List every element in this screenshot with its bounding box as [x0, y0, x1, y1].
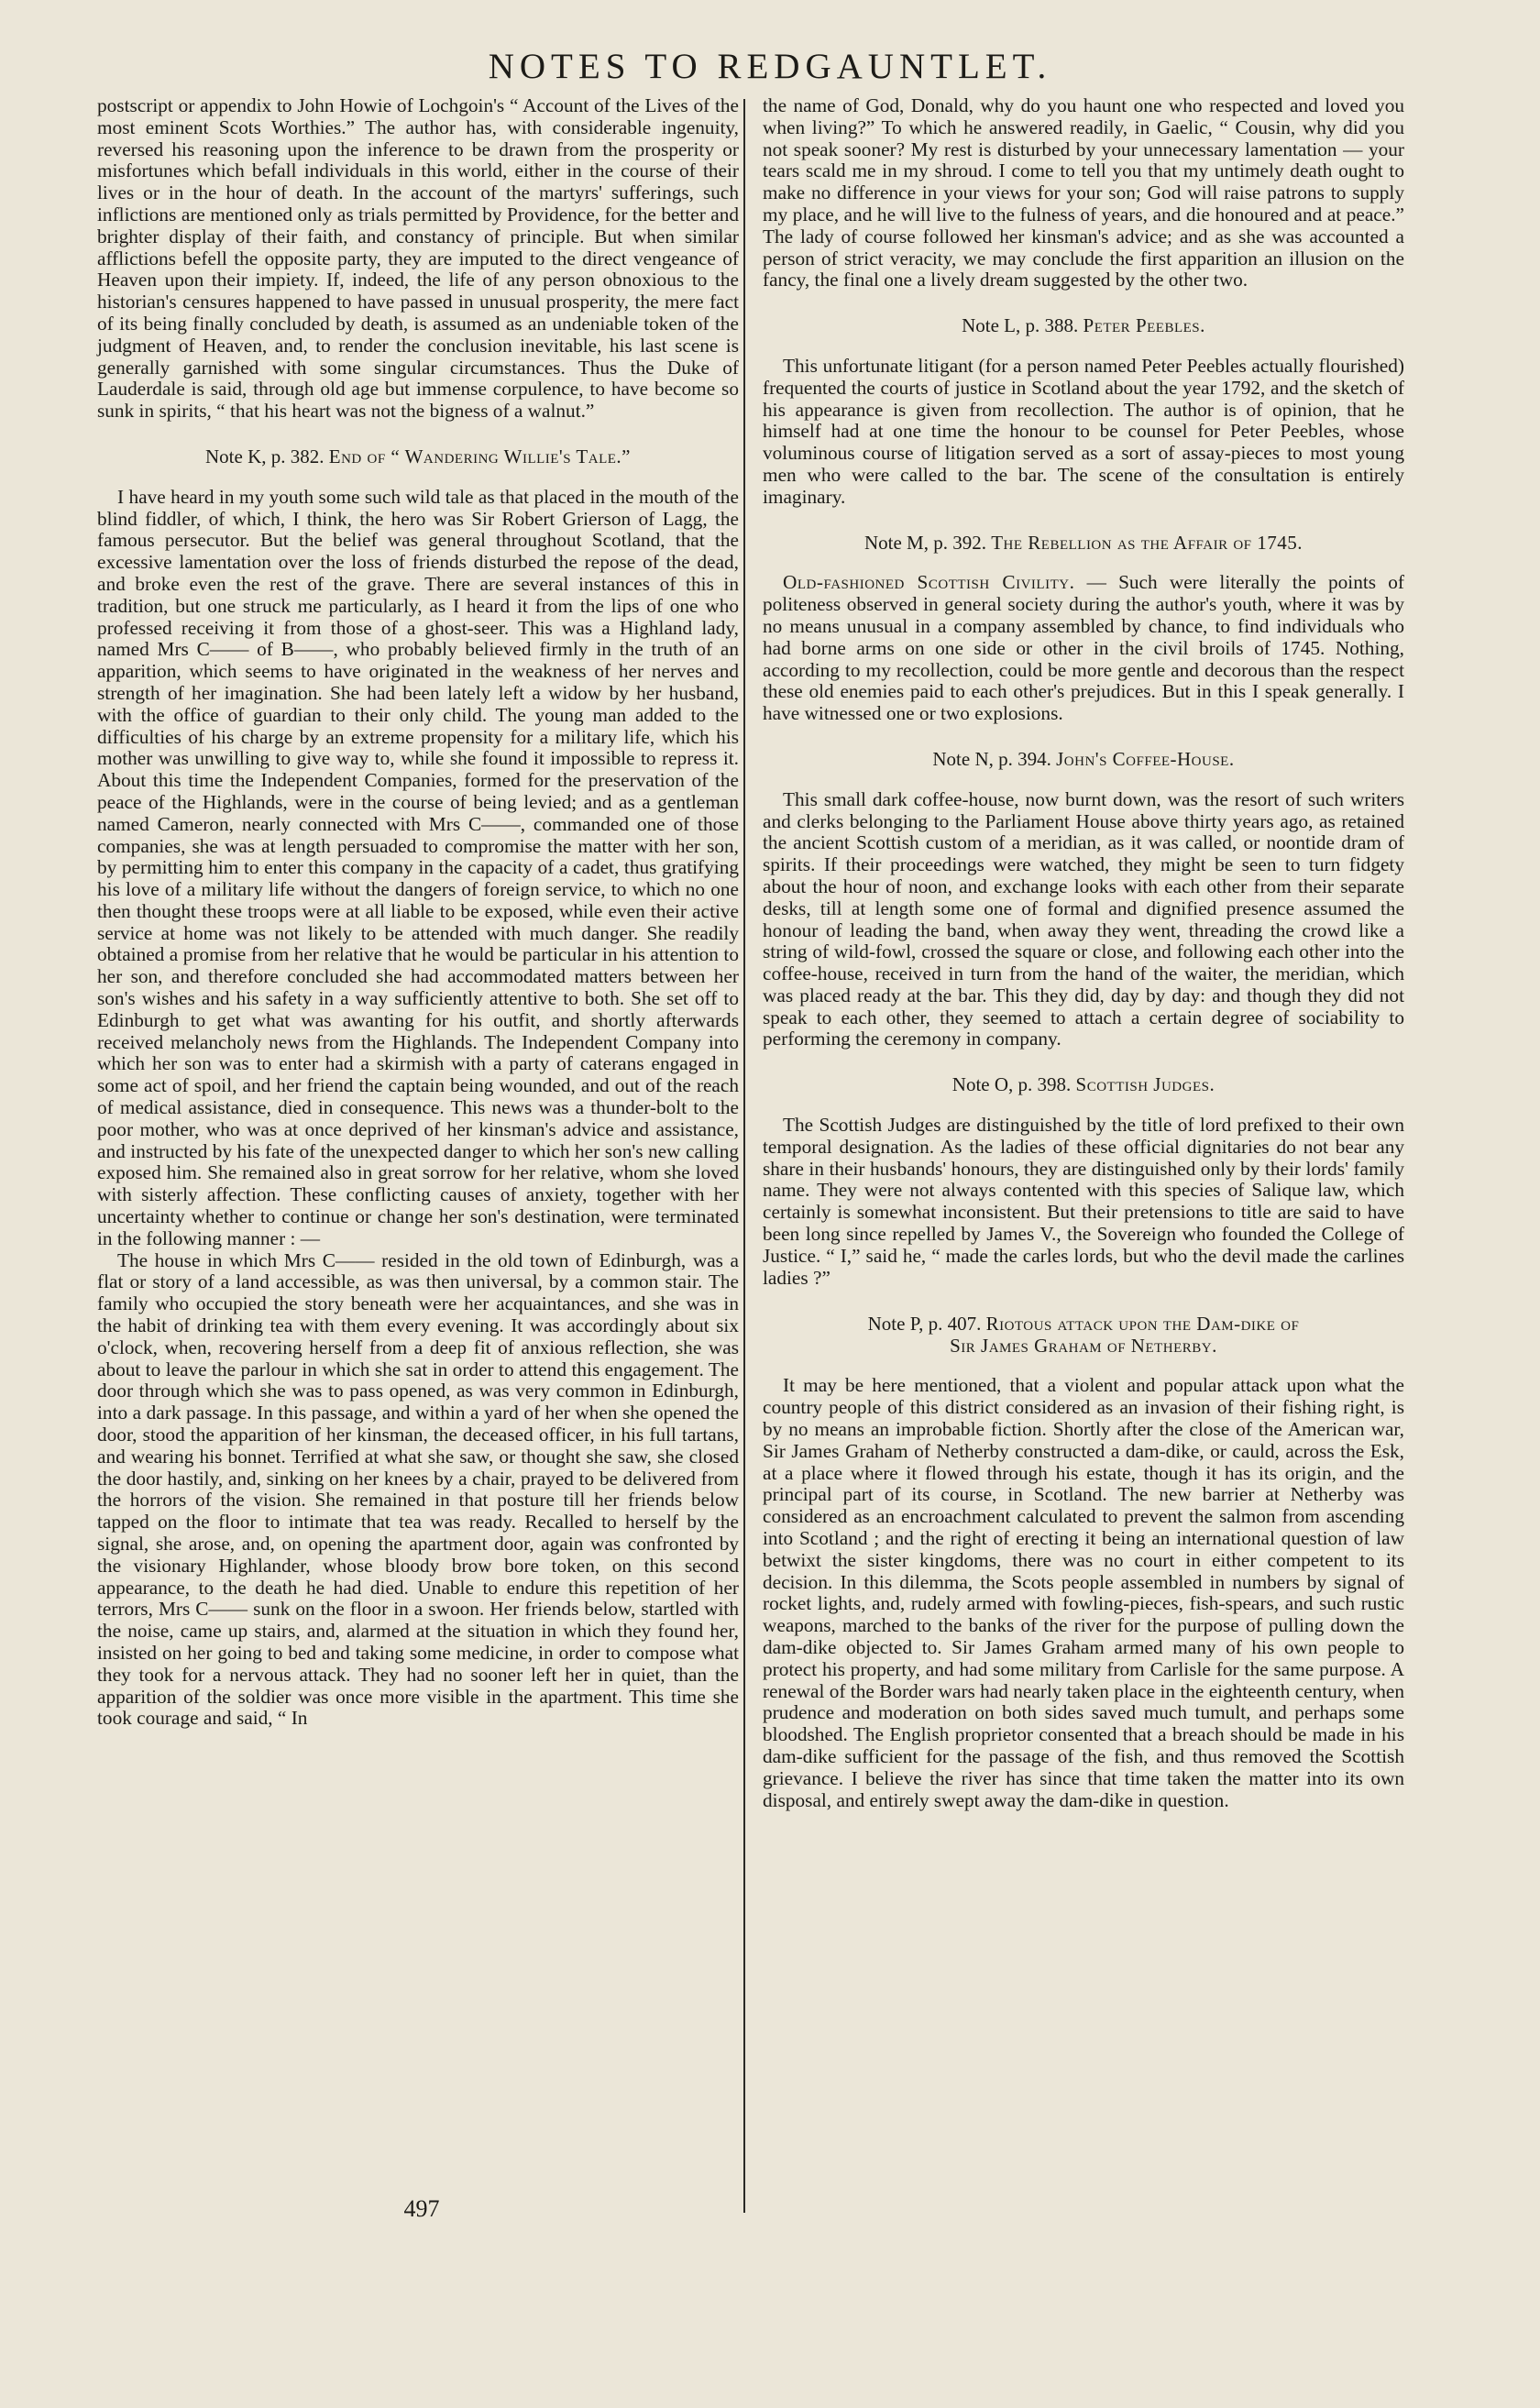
note-o-heading	[763, 1074, 1404, 1096]
paragraph-continued: postscript or appendix to John Howie of Lochgoin's “ Account of the Lives of the most eminent Scots Worthies.” The author has, with considerable ingenuity, reversed his reasoning upon the inference to be drawn from the prosperity or misfortunes which befall individuals in this world, either in the course of their lives or in the hour of death. In the account of the martyrs' sufferings, such inflictions are mentioned only as trials permitted by Providence, for the better and brighter display of their faith, and constancy of principle. But when similar afflictions befell the opposite party, they are imputed to the direct vengeance of Heaven upon their impiety. If, indeed, the life of any person obnoxious to the historian's censures happened to have passed in unusual prosperity, the mere fact of its being finally concluded by death, is assumed as an undeniable token of the judgment of Heaven, and, to render the conclusion inevitable, his last scene is generally garnished with some singular circumstances. Thus the Duke of Lauderdale is said, through old age but immense corpulence, to have become so sunk in spirits, “ that his heart was not the bigness of a walnut.”	[97, 94, 739, 423]
running-head: NOTES TO REDGAUNTLET.	[488, 47, 1052, 86]
note-k-paragraph: I have heard in my youth some such wild tale as that placed in the mouth of the blind fiddler, of which, I think, the hero was Sir Robert Grierson of Lagg, the famous persecutor. But the belief was general throughout Scotland, that the excessive lamentation over the loss of friends disturbed the repose of the dead, and broke even the rest of the grave. There are several instances of this in tradition, but one struck me particularly, as I heard it from the lips of one who professed receiving it from those of a ghost-seer. This was a Highland lady, named Mrs C—— of B——, who probably believed firmly in the truth of an apparition, which seems to have originated in the weakness of her nerves and strength of her imagination. She had been lately left a widow by her husband, with the office of guardian to their only child. The young man added to the difficulties of his charge by an extreme propensity for a military life, which his mother was unwilling to give way to, while she found it impossible to repress it. About this time the Independent Companies, formed for the preservation of the peace of the Highlands, were in the course of being levied; and as a gentleman named Cameron, nearly connected with Mrs C——, commanded one of those companies, she was at length persuaded to compromise the matter with her son, by permitting him to enter this company in the capacity of a cadet, thus gratifying his love of a military life without the dangers of foreign service, to which no one then thought these troops were at all liable to be exposed, while even their active service at home was not likely to be attended with much danger. She readily obtained a promise from her relative that he would be particular in his attention to her son, and therefore concluded she had accommodated matters between her son's wishes and his safety in a way sufficiently attentive to both. She set off to Edinburgh to get what was awanting for his outfit, and shortly afterwards received melancholy news from the Highlands. The Independent Company into which her son was to enter had a skirmish with a party of caterans engaged in some act of spoil, and her friend the captain being wounded, and out of the reach of medical assistance, died in consequence. This news was a thunder-bolt to the poor mother, who was at once deprived of her kinsman's advice and assistance, and instructed by his fate of the unexpected danger to which her son's new calling exposed him. She remained also in great sorrow for her relative, whom she loved with sisterly affection. These conflicting causes of anxiety, together with her uncertainty whether to continue or change her son's destination, were terminated in the following manner : —	[97, 485, 739, 1249]
note-m-text: — Such were literally the points of politeness observed in general society during the author's youth, where it was by no means unusual in a company assembled by chance, to find individuals who had borne arms on one side or other in the civil broils of 1745. Nothing, according to my recollection, could be more gentle and decorous than the respect these old enemies paid to each other's prejudices. But in this I speak generally. I have witnessed one or two explosions.	[763, 571, 1404, 725]
column-divider	[743, 99, 745, 2213]
note-n-heading	[763, 749, 1404, 771]
note-m-inline-title: Old-fashioned Scottish Civility.	[783, 571, 1075, 594]
page-number: 497	[403, 2195, 440, 2222]
note-p-reference: Note P, p. 407.	[867, 1313, 982, 1336]
note-m-title: The Rebellion as the Affair of 1745.	[991, 531, 1304, 554]
note-p-paragraph: It may be here mentioned, that a violent and popular attack upon what the country people of this district considered as an invasion of their fishing right, is by no means an improbable fiction. Shortly after the close of the American war, Sir James Graham of Netherby constructed a dam-dike, or cauld, across the Esk, at a place where it flowed through his estate, though it has its origin, and the principal part of its course, in Scotland. The new barrier at Netherby was considered as an encroachment calculated to prevent the salmon from ascending into Scotland ; and the right of erecting it being an international question of law betwixt the sister kingdoms, there was no court in either competent to its decision. In this dilemma, the Scots people assembled in numbers by signal of rocket lights, and, rudely armed with fowling-pieces, fish-spears, and such rustic weapons, marched to the banks of the river for the purpose of pulling down the dam-dike objected to. Sir James Graham armed many of his own people to protect his property, and had some military from Carlisle for the same purpose. A renewal of the Border wars had nearly taken place in the eighteenth century, when prudence and moderation on both sides saved much tumult, and perhaps some bloodshed. The English proprietor consented that a breach should be made in his dam-dike sufficient for the passage of the fish, and thus removed the Scottish grievance. I believe the river has since that time taken the matter into its own disposal, and entirely swept away the dam-dike in question.	[763, 1374, 1404, 1811]
note-k-reference: Note K, p. 382.	[205, 445, 324, 467]
note-k-paragraph: The house in which Mrs C—— resided in the old town of Edinburgh, was a flat or story of a land accessible, as was then universal, by a common stair. The family who occupied the story beneath were her acquaintances, and she was in the habit of drinking tea with them every evening. It was accordingly about six o'clock, when, recovering herself from a deep fit of anxious reflection, she was about to leave the parlour in which she sat in order to attend this engagement. The door through which she was to pass opened, as was very common in Edinburgh, into a dark passage. In this passage, and within a yard of her when she opened the door, stood the apparition of her kinsman, the deceased officer, in his full tartans, and wearing his bonnet. Terrified at what she saw, or thought she saw, she closed the door hastily, and, sinking on her knees by a chair, prayed to be delivered from the horrors of the vision. She remained in that posture till her friends below tapped on the floor to intimate that tea was ready. Recalled to herself by the signal, she arose, and, on opening the apartment door, again was confronted by the visionary Highlander, whose bloody brow bore token, on this second appearance, to the death he had died. Unable to endure this repetition of her terrors, Mrs C—— sunk on the floor in a swoon. Her friends below, startled with the noise, came up stairs, and, alarmed at the situation in which they found her, insisted on her going to bed and taking some medicine, in order to compose what they took for a nervous attack. They had no sooner left her in quiet, than the apparition of the soldier was once more visible in the apartment. This time she took courage and said, “ In	[97, 1248, 739, 1730]
note-m-heading	[763, 533, 1404, 555]
note-o-title: Scottish Judges.	[1075, 1073, 1216, 1096]
note-k-title: End of “ Wandering Willie's Tale.”	[328, 445, 631, 467]
note-l-paragraph: This unfortunate litigant (for a person named Peter Peebles actually flourished) frequented the courts of justice in Scotland about the year 1792, and the sketch of his appearance is given from recollection. The author is of opinion, that he himself had at one time the honour to be counsel for Peter Peebles, whose voluminous course of litigation served as a sort of assay-pieces to most young men who were called to the bar. The scene of the consultation is entirely imaginary.	[763, 354, 1404, 508]
note-l-heading	[763, 315, 1404, 337]
note-p-heading	[763, 1313, 1404, 1357]
note-l-reference: Note L, p. 388.	[962, 314, 1079, 337]
right-column	[763, 95, 1404, 1811]
note-p-title-line2: Sir James Graham of Netherby.	[950, 1335, 1217, 1358]
note-o-reference: Note O, p. 398.	[952, 1073, 1072, 1096]
note-k-heading	[97, 446, 739, 468]
left-column	[97, 95, 739, 1730]
note-l-title: Peter Peebles.	[1083, 314, 1205, 337]
paragraph-continued: the name of God, Donald, why do you haunt one who respected and loved you when living?” To which he answered readily, in Gaelic, “ Cousin, why did you not speak sooner? My rest is disturbed by your unnecessary lamentation — your tears scald me in my shroud. I come to tell you that my untimely death ought to make no difference in your views for your son; God will raise patrons to supply my place, and he will live to the fulness of years, and die honoured and at peace.” The lady of course followed her kinsman's advice; and as she was accounted a person of strict veracity, we may conclude the first apparition an illusion on the fancy, the final one a lively dream suggested by the other two.	[763, 94, 1404, 291]
note-n-paragraph: This small dark coffee-house, now burnt down, was the resort of such writers and clerks belonging to the Parliament House above thirty years ago, as retained the ancient Scottish custom of a meridian, as it was called, or noontide dram of spirits. If their proceedings were watched, they might be seen to turn fidgety about the hour of noon, and exchange looks with each other from their separate desks, till at length some one of formal and dignified presence assumed the honour of leading the band, when away they went, threading the crowd like a string of wild-fowl, crossed the square or close, and following each other into the coffee-house, received in turn from the hand of the waiter, the meridian, which was placed ready at the bar. This they did, day by day: and though they did not speak to each other, they seemed to attach a certain degree of sociability to performing the ceremony in company.	[763, 787, 1404, 1050]
note-m-reference: Note M, p. 392.	[864, 531, 986, 554]
note-o-paragraph: The Scottish Judges are distinguished by the title of lord prefixed to their own temporal designation. As the ladies of these official dignitaries do not bear any share in their husbands' honours, they are distinguished only by their lords' family name. They were not always contented with this species of Salique law, which certainly is somewhat inconsistent. But their pretensions to title are said to have been long since repelled by James V., the Sovereign who founded the College of Justice. “ I,” said he, “ made the carles lords, but who the devil made the carlines ladies ?”	[763, 1114, 1404, 1289]
note-p-title-line1: Riotous attack upon the Dam-dike of	[985, 1313, 1300, 1336]
note-n-reference: Note N, p. 394.	[932, 747, 1051, 770]
note-m-paragraph	[763, 572, 1404, 725]
note-n-title: John's Coffee-House.	[1056, 747, 1235, 770]
